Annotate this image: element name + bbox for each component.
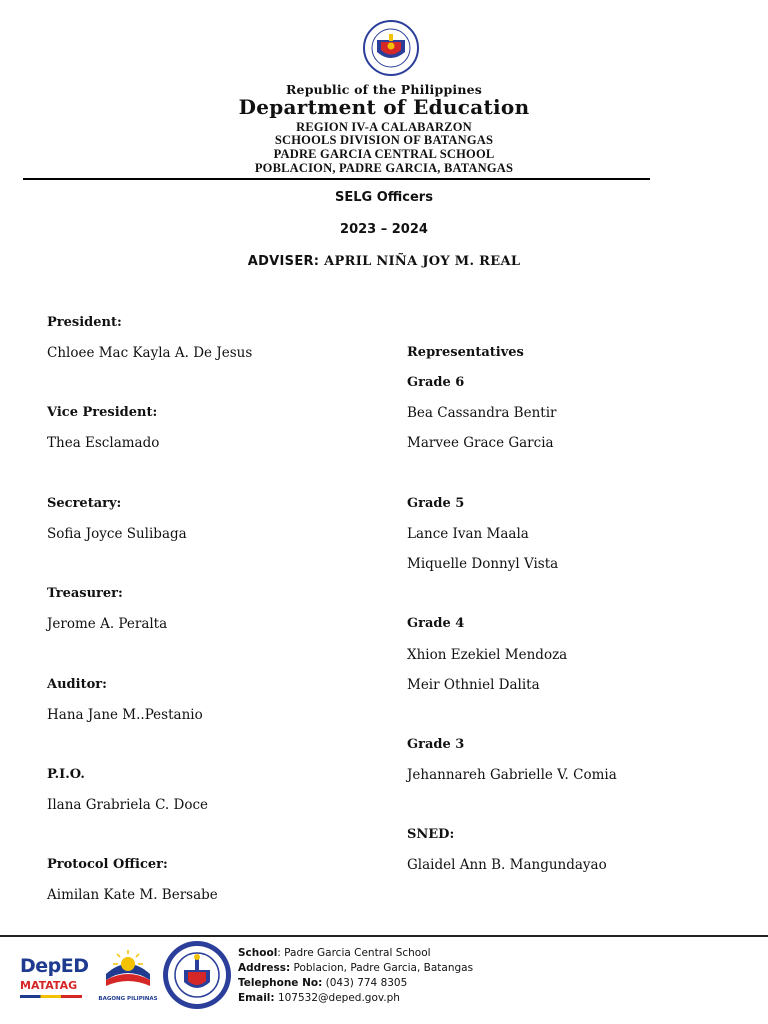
bagong-pilipinas-logo bbox=[97, 944, 159, 1006]
grade-4-rep-1: Xhion Ezekiel Mendoza bbox=[407, 647, 568, 663]
footer-divider bbox=[0, 935, 768, 937]
representatives-heading: Representatives bbox=[407, 345, 524, 360]
grade-5-label: Grade 5 bbox=[407, 496, 465, 511]
footer-address bbox=[238, 962, 473, 974]
grade-5-rep-2: Miquelle Donnyl Vista bbox=[407, 556, 559, 572]
grade-6-label: Grade 6 bbox=[407, 375, 465, 390]
grade-6-rep-1: Bea Cassandra Bentir bbox=[407, 405, 557, 421]
treasurer-label: Treasurer: bbox=[47, 586, 123, 601]
bagong-pilipinas-text: BAGONG PILIPINAS bbox=[98, 996, 158, 1002]
footer-school-label: School bbox=[238, 947, 278, 959]
adviser-name: APRIL NIÑA JOY M. REAL bbox=[324, 254, 521, 269]
grade-4-label: Grade 4 bbox=[407, 616, 465, 631]
division-line: SCHOOLS DIVISION OF BATANGAS bbox=[274, 133, 494, 147]
deped-matatag-logo bbox=[20, 948, 90, 1006]
protocol-officer-label: Protocol Officer: bbox=[47, 857, 168, 872]
deped-seal-logo bbox=[363, 20, 419, 76]
adviser-line bbox=[0, 254, 768, 269]
footer-school bbox=[238, 947, 431, 959]
footer-telephone-label: Telephone No: bbox=[238, 977, 323, 989]
footer-telephone bbox=[238, 977, 407, 989]
secretary-label: Secretary: bbox=[47, 496, 122, 511]
president-name: Chloee Mac Kayla A. De Jesus bbox=[47, 345, 253, 361]
region-line: REGION IV-A CALABARZON bbox=[296, 120, 472, 134]
footer-address-value: Poblacion, Padre Garcia, Batangas bbox=[290, 962, 474, 974]
auditor-name: Hana Jane M..Pestanio bbox=[47, 707, 203, 723]
protocol-officer-name: Aimilan Kate M. Bersabe bbox=[47, 887, 218, 903]
treasurer-name: Jerome A. Peralta bbox=[47, 616, 168, 632]
pio-name: Ilana Grabriela C. Doce bbox=[47, 797, 209, 813]
school-seal-logo bbox=[162, 940, 232, 1010]
vice-president-name: Thea Esclamado bbox=[47, 435, 160, 451]
pio-label: P.I.O. bbox=[47, 767, 85, 782]
grade-5-rep-1: Lance Ivan Maala bbox=[407, 526, 529, 542]
header-divider bbox=[23, 178, 650, 180]
school-year: 2023 – 2024 bbox=[340, 222, 428, 237]
footer-telephone-value: (043) 774 8305 bbox=[322, 977, 408, 989]
grade-3-label: Grade 3 bbox=[407, 737, 465, 752]
secretary-name: Sofia Joyce Sulibaga bbox=[47, 526, 187, 542]
footer-email-label: Email: bbox=[238, 992, 275, 1004]
vice-president-label: Vice President: bbox=[47, 405, 158, 420]
president-label: President: bbox=[47, 315, 122, 330]
adviser-label: ADVISER: bbox=[247, 254, 320, 269]
department-heading: Department of Education bbox=[238, 95, 530, 119]
grade-3-rep-1: Jehannareh Gabrielle V. Comia bbox=[407, 767, 617, 783]
grade-4-rep-2: Meir Othniel Dalita bbox=[407, 677, 540, 693]
footer-address-label: Address: bbox=[238, 962, 291, 974]
matatag-color-bar bbox=[20, 995, 82, 998]
sned-label: SNED: bbox=[407, 827, 455, 842]
sned-rep-1: Glaidel Ann B. Mangundayao bbox=[407, 857, 607, 873]
address-line: POBLACION, PADRE GARCIA, BATANGAS bbox=[254, 161, 514, 175]
footer-email bbox=[238, 992, 400, 1004]
footer-school-value: : Padre Garcia Central School bbox=[277, 947, 431, 959]
auditor-label: Auditor: bbox=[47, 677, 107, 692]
school-line: PADRE GARCIA CENTRAL SCHOOL bbox=[273, 147, 495, 161]
document-title: SELG Officers bbox=[335, 190, 433, 205]
deped-logo-text: DepED bbox=[20, 955, 89, 977]
matatag-logo-text: MATATAG bbox=[20, 979, 78, 992]
republic-heading: Republic of the Philippines bbox=[285, 82, 483, 97]
footer-email-value: 107532@deped.gov.ph bbox=[274, 992, 400, 1004]
grade-6-rep-2: Marvee Grace Garcia bbox=[407, 435, 554, 451]
